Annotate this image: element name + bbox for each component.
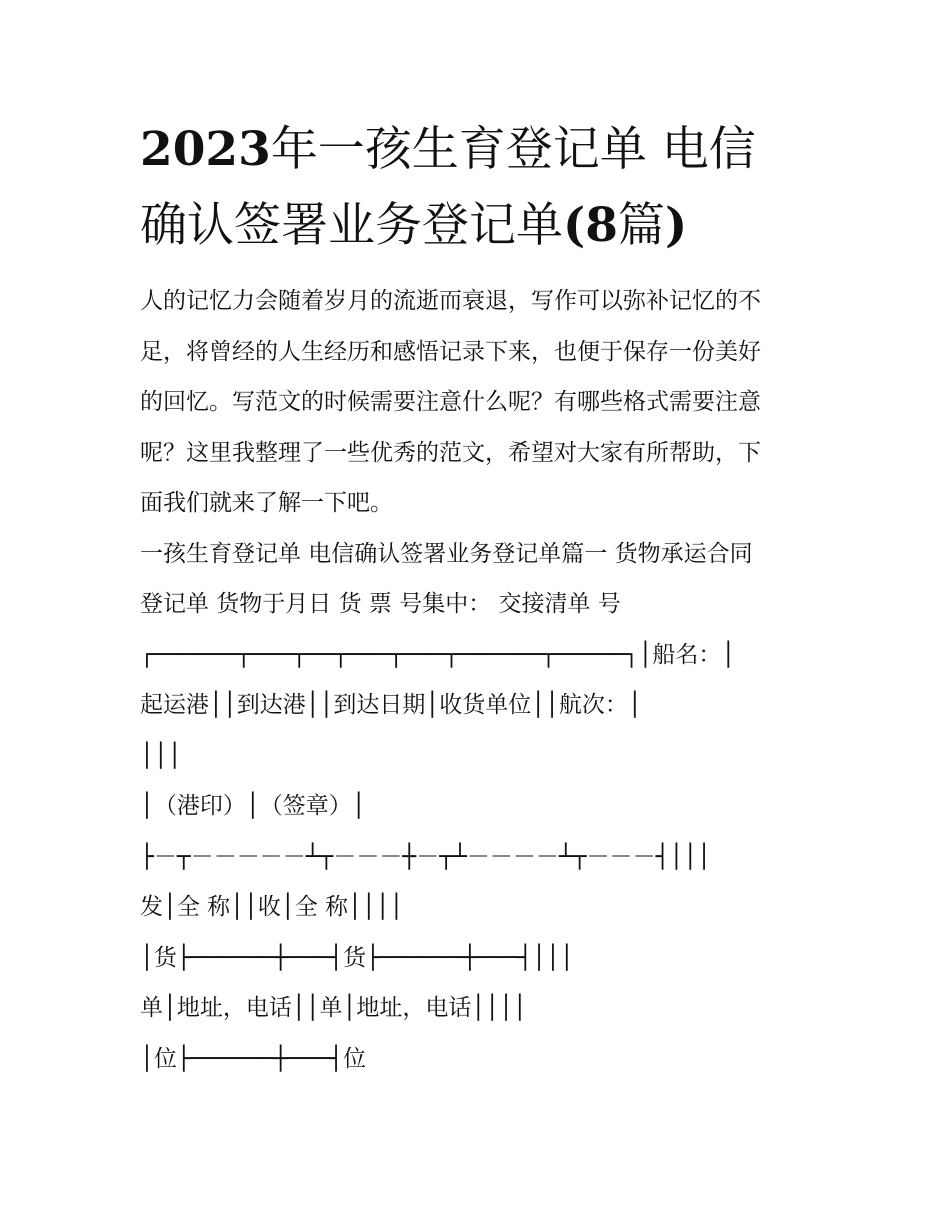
table-row: │位├──────┼───┤位 [140, 1045, 367, 1072]
table-row: 发│全 称││收│全 称││││ [140, 894, 404, 920]
text-line: 人的记忆力会随着岁月的流逝而衰退，写作可以弥补记忆的不 [140, 288, 761, 314]
text-line: 呢？这里我整理了一些优秀的范文，希望对大家有所帮助，下 [140, 439, 761, 466]
form-content [140, 529, 820, 1085]
text-line: 登记单 货物于月日 货 票 号集中： 交接清单 号 [140, 591, 621, 617]
title-line-2: 确认签署业务登记单(8篇) [140, 198, 688, 253]
table-border-line: ┌──────┬───┬──┬───┬───┬──────┬─────┐│船名：│ [140, 641, 736, 668]
table-row: 起运港││到达港││到达日期│收货单位││航次：│ [140, 692, 642, 718]
document-body [140, 276, 820, 1084]
table-row: │货├──────┼───┤货├──────┼───┤│││ [140, 944, 574, 971]
text-line: 一孩生育登记单 电信确认签署业务登记单篇一 货物承运合同 [140, 540, 753, 567]
table-row: │（港印）│（签章）│ [140, 793, 366, 819]
intro-paragraph [140, 276, 820, 529]
table-row: 单│地址，电话││单│地址，电话││││ [140, 995, 527, 1021]
table-border-line: ├－┬－－－－－┴┬－－－┼－┬┴－－－－┴┬－－－┤│││ [140, 843, 712, 870]
text-line: 的回忆。写范文的时候需要注意什么呢？有哪些格式需要注意 [140, 389, 761, 415]
title-line-1: 2023年一孩生育登记单 电信 [140, 122, 756, 177]
table-row: │││ [140, 742, 182, 769]
text-line: 面我们就来了解一下吧。 [140, 490, 393, 516]
document-title [140, 112, 820, 264]
text-line: 足，将曾经的人生经历和感悟记录下来，也便于保存一份美好 [140, 338, 761, 365]
